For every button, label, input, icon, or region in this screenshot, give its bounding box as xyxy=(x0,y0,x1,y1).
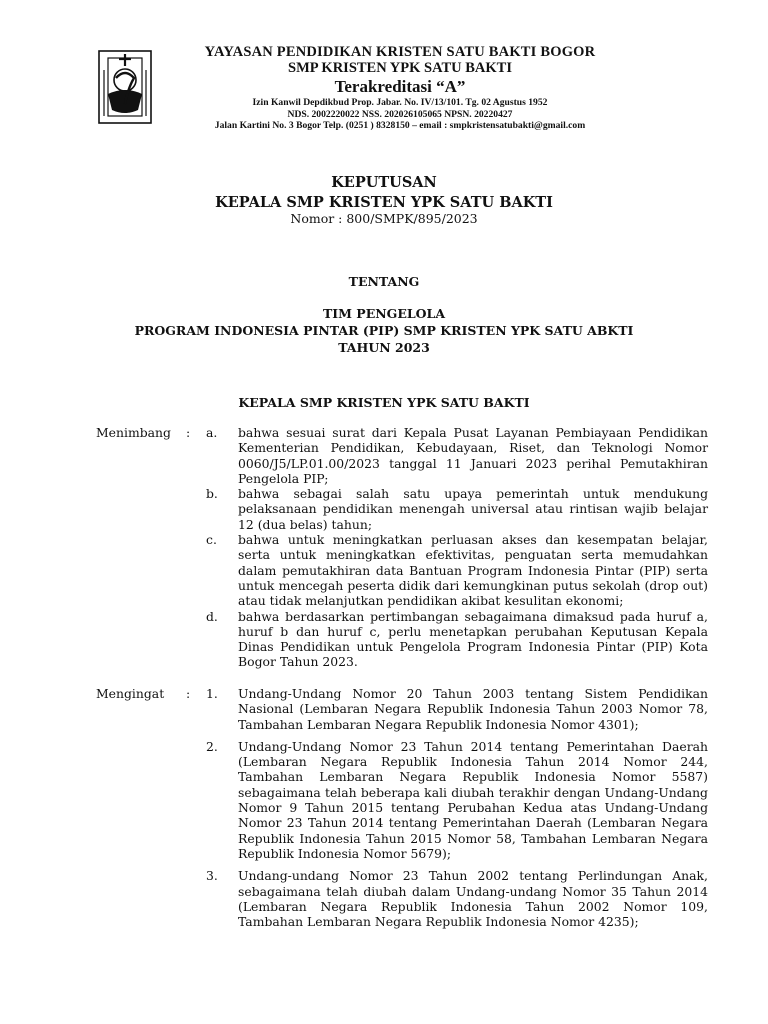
mengingat-list xyxy=(206,686,708,929)
item-marker: 3. xyxy=(206,868,218,884)
list-item xyxy=(206,739,708,861)
decision-title: KEPUTUSAN xyxy=(331,174,437,191)
about-heading: TENTANG xyxy=(348,274,420,289)
mengingat-section xyxy=(96,686,708,929)
item-marker: 1. xyxy=(206,686,218,701)
list-item xyxy=(206,486,708,532)
foundation-name: YAYASAN PENDIDIKAN KRISTEN SATU BAKTI BOGOR xyxy=(204,44,596,60)
list-item xyxy=(206,868,708,929)
item-marker: b. xyxy=(206,486,218,502)
subject-line-3: TAHUN 2023 xyxy=(338,340,430,355)
menimbang-list xyxy=(206,425,708,670)
item-text: Undang-Undang Nomor 20 Tahun 2003 tentang Sistem Pendidikan Nasional (Lembaran Negara Republik Indonesia Tahun 2003 Nomor 78, Tambahan Lembaran Negara Republik Indonesia Nomor 4301); xyxy=(238,686,708,732)
item-text: Undang-Undang Nomor 23 Tahun 2014 tentang Pemerintahan Daerah (Lembaran Negara Republik Indonesia Tahun 2014 Nomor 244, Tambahan Lembaran Negara Republik Indonesia Nomor 5587) sebagaimana telah beberapa kali diubah terakhir dengan Undang-Undang Nomor 9 Tahun 2015 tentang Perubahan Kedua atas Undang-Undang Nomor 23 Tahun 2014 tentang Pemerintahan Daerah (Lembaran Negara Republik Indonesia Tahun 2015 Nomor 58, Tambahan Lembaran Negara Republik Indonesia Nomor 5679); xyxy=(238,738,708,861)
permit-line: Izin Kanwil Depdikbud Prop. Jabar. No. IV/13/101. Tg. 02 Agustus 1952 xyxy=(252,97,548,108)
school-name: SMP KRISTEN YPK SATU BAKTI xyxy=(288,60,512,76)
menimbang-section xyxy=(96,425,708,670)
spacer xyxy=(206,861,708,868)
section-colon: : xyxy=(186,425,191,440)
subject-block xyxy=(0,305,768,356)
accreditation: Terakreditasi “A” xyxy=(334,77,466,96)
item-marker: c. xyxy=(206,532,217,548)
item-text: bahwa untuk meningkatkan perluasan akses dan kesempatan belajar, serta untuk meningkatkan efektivitas, penguatan serta memudahkan dalam pemutakhiran data Bantuan Program Indonesia Pintar (PIP) serta untuk mencegah peserta didik dari kemungkinan putus sekolah (drop out) atau tidak melanjutkan pendidikan akibat kesulitan ekonomi; xyxy=(238,532,708,609)
address-line: Jalan Kartini No. 3 Bogor Telp. (0251 ) 8328150 – email : smpkristensatubakti@gmail.com xyxy=(214,120,586,131)
list-item xyxy=(206,609,708,670)
head-heading: KEPALA SMP KRISTEN YPK SATU BAKTI xyxy=(238,395,530,410)
item-marker: 2. xyxy=(206,738,218,754)
ids-line: NDS. 2002220022 NSS. 202026105065 NPSN. 20220427 xyxy=(287,108,513,120)
decision-number: Nomor : 800/SMPK/895/2023 xyxy=(290,211,478,226)
item-text: bahwa berdasarkan pertimbangan sebagaimana dimaksud pada huruf a, huruf b dan huruf c, perlu menetapkan perubahan Keputusan Kepala Dinas Pendidikan untuk Pengelola Program Indonesia Pintar (PIP) Kota Bogor Tahun 2023. xyxy=(238,608,708,670)
school-logo-icon xyxy=(98,50,152,124)
list-item xyxy=(206,686,708,732)
item-marker: d. xyxy=(206,608,218,624)
subject-line-2: PROGRAM INDONESIA PINTAR (PIP) SMP KRISTEN YPK SATU ABKTI xyxy=(134,323,634,338)
spacer xyxy=(206,732,708,739)
item-text: bahwa sebagai salah satu upaya pemerintah untuk mendukung pelaksanaan pendidikan menengah universal atau rintisan wajib belajar 12 (dua belas) tahun; xyxy=(238,486,708,532)
item-marker: a. xyxy=(206,425,218,440)
section-label: Mengingat xyxy=(96,686,165,701)
issuer-title: KEPALA SMP KRISTEN YPK SATU BAKTI xyxy=(215,194,553,211)
section-label: Menimbang xyxy=(96,425,171,440)
section-colon: : xyxy=(186,686,191,701)
item-text: Undang-undang Nomor 23 Tahun 2002 tentang Perlindungan Anak, sebagaimana telah diubah dalam Undang-undang Nomor 35 Tahun 2014 (Lembaran Negara Republik Indonesia Tahun 2002 Nomor 109, Tambahan Lembaran Negara Republik Indonesia Nomor 4235); xyxy=(238,868,708,930)
letterhead xyxy=(160,44,640,132)
item-text: bahwa sesuai surat dari Kepala Pusat Layanan Pembiayaan Pendidikan Kementerian Pendidikan, Kebudayaan, Riset, dan Teknologi Nomor 0060/J5/LP.01.00/2023 tanggal 11 Januari 2023 perihal Pemutakhiran Pengelola PIP; xyxy=(238,425,708,486)
subject-line-1: TIM PENGELOLA xyxy=(322,306,446,321)
list-item xyxy=(206,425,708,486)
list-item xyxy=(206,532,708,608)
